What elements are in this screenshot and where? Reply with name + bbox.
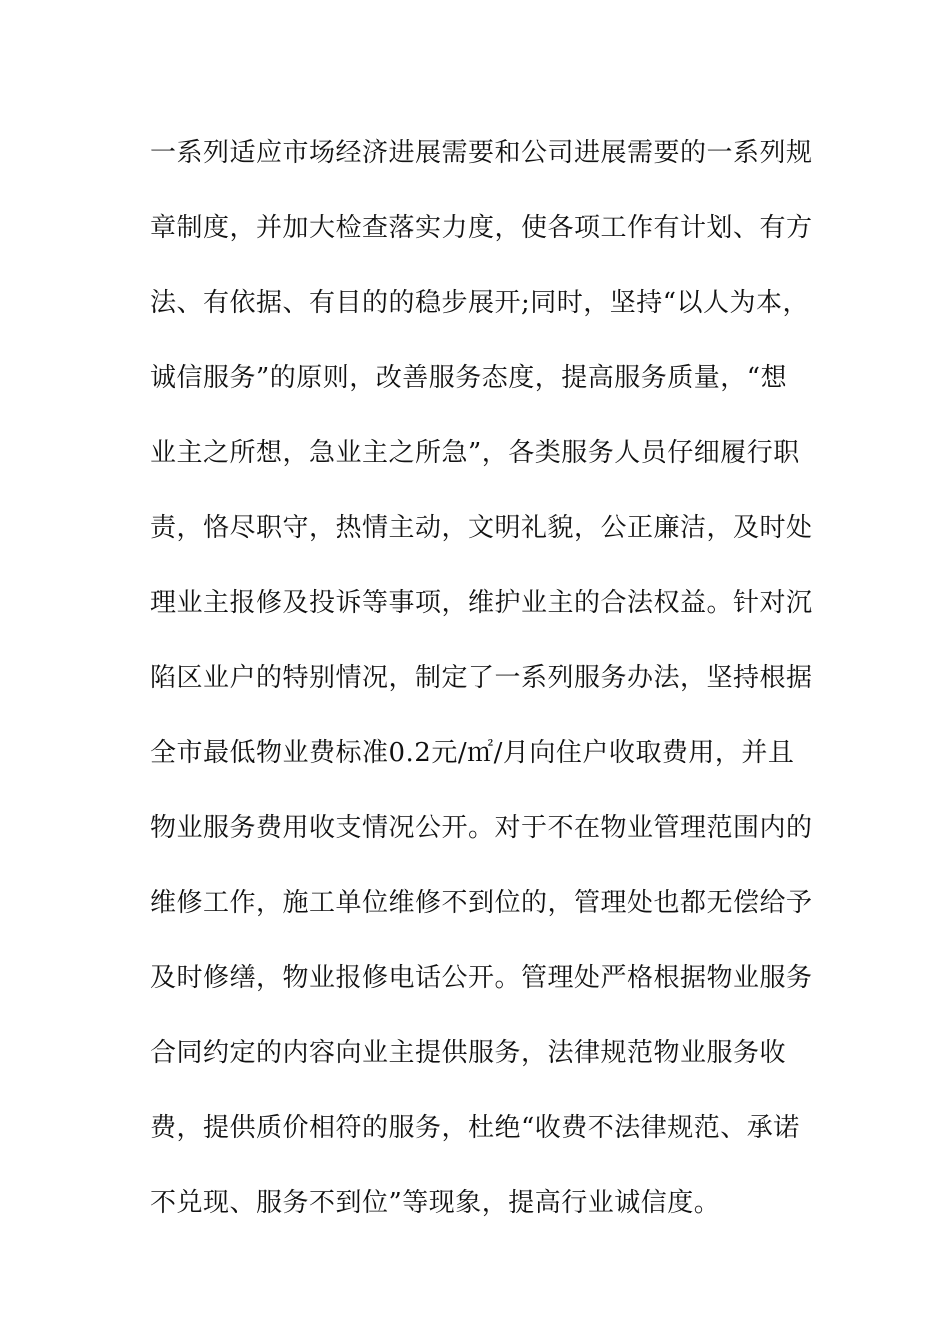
body-paragraph [150, 127, 813, 1252]
paragraph-line: 全市最低物业费标准0.2元/㎡/月向住户收取费用，并且 [150, 738, 795, 768]
paragraph-line: 物业服务费用收支情况公开。对于不在物业管理范围内的 [150, 813, 813, 843]
paragraph-line: 业主之所想，急业主之所急”，各类服务人员仔细履行职 [150, 438, 800, 468]
paragraph-line: 费，提供质价相符的服务，杜绝“收费不法律规范、承诺 [150, 1113, 800, 1143]
paragraph-line: 诚信服务”的原则，改善服务态度，提高服务质量，“想 [150, 363, 788, 393]
paragraph-line: 责，恪尽职守，热情主动，文明礼貌，公正廉洁，及时处 [150, 513, 813, 543]
paragraph-line: 不兑现、服务不到位”等现象，提高行业诚信度。 [150, 1188, 721, 1218]
paragraph-line: 陷区业户的特别情况，制定了一系列服务办法，坚持根据 [150, 663, 813, 693]
paragraph-line: 一系列适应市场经济进展需要和公司进展需要的一系列规 [150, 138, 813, 168]
paragraph-line: 理业主报修及投诉等事项，维护业主的合法权益。针对沉 [150, 588, 813, 618]
paragraph-line: 法、有依据、有目的的稳步展开;同时，坚持“以人为本， [150, 288, 810, 318]
paragraph-line: 维修工作，施工单位维修不到位的，管理处也都无偿给予 [150, 888, 813, 918]
paragraph-line: 章制度，并加大检查落实力度，使各项工作有计划、有方 [150, 213, 813, 243]
paragraph-line: 及时修缮，物业报修电话公开。管理处严格根据物业服务 [150, 963, 813, 993]
paragraph-line: 合同约定的内容向业主提供服务，法律规范物业服务收 [150, 1038, 787, 1068]
